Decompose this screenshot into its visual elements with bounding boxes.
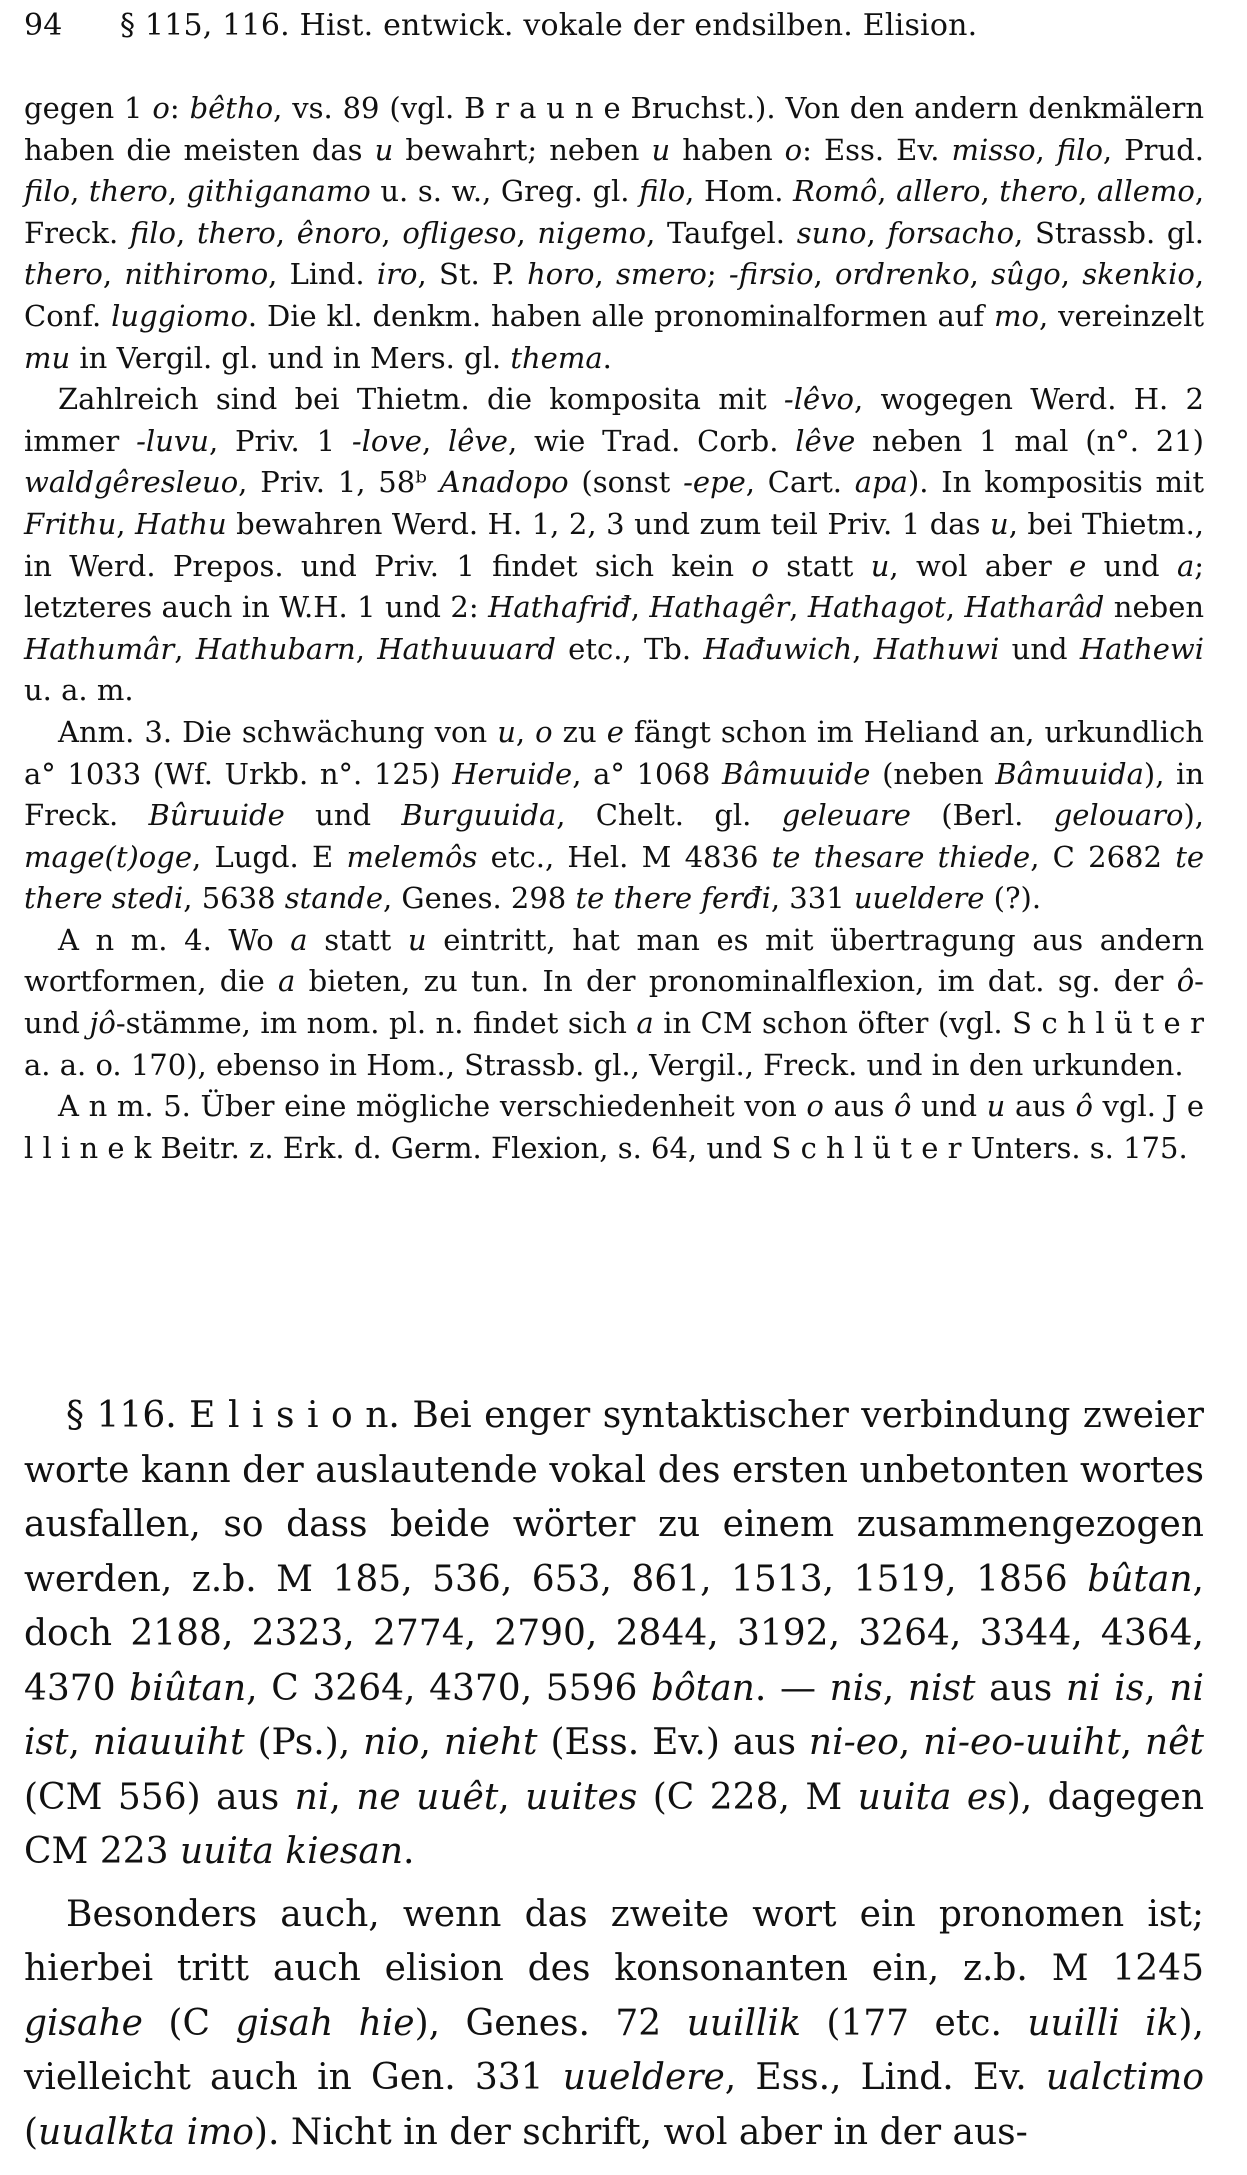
italic-term: -firsio: [728, 257, 814, 292]
text-run: , vs. 89 (vgl. B r a u n e Bruchst.). Von den andern denkmälern haben die meisten das: [24, 91, 1204, 167]
italic-term: u: [986, 1089, 1006, 1124]
text-run: statt: [768, 548, 871, 583]
text-run: , C 2682: [1030, 839, 1176, 874]
italic-term: gelouaro: [1053, 798, 1184, 833]
italic-term: Hathuwi: [873, 631, 1000, 666]
italic-term: u: [407, 922, 427, 957]
text-run: ), Genes. 72: [414, 2002, 687, 2044]
italic-term: thero: [999, 174, 1079, 209]
text-run: ,: [329, 1776, 357, 1818]
text-run: , Priv. 1, 58ᵇ: [238, 465, 440, 500]
italic-term: niauuiht: [92, 1722, 245, 1763]
italic-term: ô: [1176, 964, 1195, 999]
italic-term: ô: [894, 1089, 912, 1124]
text-run: .: [403, 1831, 415, 1872]
commentary-paragraph: [24, 88, 1204, 379]
italic-term: te there ferđi: [575, 881, 771, 916]
italic-term: uuita es: [857, 1776, 1007, 1818]
italic-term: u: [374, 132, 394, 167]
italic-term: nio: [363, 1722, 420, 1763]
italic-term: filo: [24, 174, 71, 209]
text-run: bieten, zu tun. In der pronominalflexion, im dat. sg. der: [295, 964, 1177, 999]
text-run: ,: [852, 631, 874, 666]
text-run: , Lugd. E: [191, 839, 347, 874]
italic-term: o: [784, 132, 803, 167]
italic-term: Burguuida: [401, 798, 557, 833]
italic-term: ni is: [1065, 1667, 1145, 1709]
italic-term: sûgo: [991, 257, 1061, 292]
italic-term: suno: [796, 215, 867, 250]
text-run: ,: [176, 215, 197, 250]
text-run: aus: [1005, 1089, 1076, 1124]
running-header: [24, 8, 1204, 52]
italic-term: nieht: [443, 1722, 538, 1763]
italic-term: uuilli ik: [1027, 2002, 1179, 2044]
text-run: ,: [174, 631, 196, 666]
text-run: (Ps.),: [244, 1722, 364, 1763]
text-run: (Ess. Ev.) aus: [537, 1722, 809, 1763]
text-run: , Priv. 1: [208, 423, 352, 458]
text-run: (Berl.: [910, 798, 1054, 833]
text-run: § 116. E l i s i o n. Bei enger syntaktischer verbindung zweier worte kann der auslautende vokal des ersten unbetonten wortes ausfallen, so dass beide wörter zu einem zusammengezogen werden, z.b. M 185, 536, 653, 861, 1513, 1519, 1856: [24, 1395, 1204, 1600]
italic-term: biûtan: [129, 1667, 247, 1709]
text-run: etc., Hel. M 4836: [477, 839, 772, 874]
main-text-block: [24, 1389, 1204, 2160]
text-run: , Taufgel.: [646, 215, 797, 250]
text-run: ,: [102, 257, 125, 292]
text-run: ,: [70, 174, 89, 209]
italic-term: ni-eo: [808, 1722, 899, 1763]
text-run: ,: [630, 590, 650, 625]
italic-term: Hathuuuard: [377, 631, 556, 666]
text-run: ;: [706, 257, 729, 292]
text-run: ). In kompositis mit: [907, 465, 1204, 500]
text-run: eintritt, hat man es mit übertragung aus andern wortformen, die: [24, 922, 1204, 999]
italic-term: Bâmuuide: [721, 756, 871, 791]
text-run: Anm. 3. Die schwächung von: [58, 714, 498, 749]
italic-term: a: [1176, 548, 1195, 583]
text-run: neben 1 mal (n°. 21): [855, 423, 1204, 458]
text-run: ,: [68, 1722, 93, 1763]
italic-term: Anadopo: [439, 465, 569, 500]
text-run: u. a. m.: [24, 673, 134, 708]
text-run: , vereinzelt: [1039, 298, 1204, 333]
text-run: ; letzteres auch in W.H. 1 und 2:: [24, 548, 1205, 625]
text-run: ,: [1120, 1722, 1146, 1763]
text-run: , doch 2188, 2323, 2774, 2790, 2844, 3192, 3264, 3344, 4364, 4370: [24, 1558, 1204, 1709]
text-run: , C 3264, 4370, 5596: [246, 1667, 652, 1709]
text-run: ,: [969, 257, 992, 292]
italic-term: nis: [829, 1667, 883, 1709]
italic-term: u: [990, 506, 1009, 541]
italic-term: mage(t)oge: [24, 839, 192, 874]
text-run: , Ess., Lind. Ev.: [724, 2057, 1046, 2098]
italic-term: nithiromo: [124, 257, 269, 292]
italic-term: forsacho: [887, 215, 1015, 250]
italic-term: Hatharâd: [964, 590, 1105, 625]
text-run: ,: [945, 590, 965, 625]
text-run: neben: [1104, 590, 1205, 625]
text-run: :: [169, 91, 190, 125]
text-run: ,: [275, 215, 297, 250]
italic-term: luggiomo: [111, 298, 248, 333]
italic-term: ualctimo: [1045, 2057, 1204, 2098]
italic-term: uuita kiesan: [180, 1831, 404, 1872]
commentary-paragraph: [24, 1086, 1204, 1169]
italic-term: ni-eo-uuiht: [923, 1722, 1121, 1763]
italic-term: jô: [89, 1006, 116, 1041]
italic-term: smero: [616, 257, 707, 292]
text-run: ,: [355, 631, 378, 666]
text-run: (neben: [870, 756, 996, 791]
italic-term: Hathewi: [1079, 631, 1205, 666]
italic-term: allemo: [1096, 174, 1195, 209]
italic-term: ordrenko: [835, 257, 970, 292]
text-run: .: [602, 340, 612, 375]
text-run: Besonders auch, wenn das zweite wort ein pronomen ist; hierbei tritt auch elision des konsonanten ein, z.b. M 1245: [24, 1893, 1204, 1989]
text-run: ,: [1060, 257, 1083, 292]
italic-term: Romô: [793, 174, 878, 209]
text-run: fängt schon im Heliand an, urkundlich a° 1033 (Wf. Urkb. n°. 125): [24, 714, 1204, 791]
italic-term: o: [535, 714, 553, 749]
italic-term: uuillik: [686, 2002, 801, 2044]
text-run: ,: [498, 1776, 526, 1818]
italic-term: o: [152, 91, 170, 125]
italic-term: nist: [907, 1667, 976, 1709]
text-run: vgl. J e l l i n e k Beitr. z. Erk. d. Germ. Flexion, s. 64, und S c h l ü t e r Unters. s. 175.: [24, 1089, 1205, 1165]
italic-term: -love: [351, 423, 422, 458]
text-run: bewahren Werd. H. 1, 2, 3 und zum teil Priv. 1 das: [226, 506, 990, 541]
italic-term: uueldere: [562, 2057, 725, 2098]
text-run: u. s. w., Greg. gl.: [370, 174, 640, 209]
text-run: ,: [381, 215, 403, 250]
commentary-paragraph: [24, 379, 1204, 712]
italic-term: ne uuêt: [356, 1776, 499, 1818]
italic-term: geleuare: [781, 798, 911, 833]
text-run: haben: [670, 132, 785, 167]
italic-term: Hathagot: [807, 590, 946, 625]
text-run: ), in Freck.: [24, 756, 1205, 833]
italic-term: Hathubarn: [195, 631, 356, 666]
text-run: (CM 556) aus: [24, 1776, 295, 1818]
text-run: ), vielleicht auch in Gen. 331: [24, 2002, 1204, 2098]
text-run: A n m. 5. Über eine mögliche verschiedenheit von: [58, 1089, 807, 1124]
italic-term: githiganamo: [186, 174, 371, 209]
italic-term: Frithu: [24, 506, 117, 541]
italic-term: Hathagêr: [649, 590, 790, 625]
italic-term: thero: [196, 215, 276, 250]
italic-term: Hađuwich: [703, 631, 853, 666]
italic-term: thero: [24, 257, 103, 292]
italic-term: Bâmuuida: [995, 756, 1144, 791]
text-run: gegen 1: [24, 91, 153, 125]
italic-term: lêve: [447, 423, 508, 458]
text-run: (: [24, 2111, 39, 2153]
italic-term: u: [870, 548, 890, 583]
text-run: , Strassb. gl.: [1014, 215, 1204, 250]
text-run: , wol aber: [889, 548, 1070, 583]
italic-term: mo: [994, 298, 1040, 333]
italic-term: bêtho: [189, 91, 274, 125]
text-run: in Vergil. gl. und in Mers. gl.: [70, 340, 511, 375]
text-run: , Lind.: [268, 257, 377, 292]
italic-term: o: [806, 1089, 824, 1124]
text-run: etc., Tb.: [555, 631, 704, 666]
text-run: ). Nicht in der schrift, wol aber in der aus-: [253, 2111, 1028, 2153]
text-run: ,: [1144, 1667, 1170, 1709]
italic-term: -epe: [683, 465, 746, 500]
text-run: ,: [419, 1722, 444, 1763]
italic-term: te there stedi: [24, 839, 1205, 916]
italic-term: skenkio: [1082, 257, 1195, 292]
text-run: , Conf.: [24, 257, 1205, 333]
text-run: (?).: [984, 881, 1042, 916]
commentary-block: [24, 88, 1204, 1169]
text-run: ,: [515, 714, 536, 749]
text-run: , a° 1068: [572, 756, 722, 791]
text-run: ,: [516, 215, 538, 250]
text-run: ,: [877, 174, 897, 209]
page-number: 94: [24, 8, 63, 43]
italic-term: apa: [854, 465, 908, 500]
italic-term: -luvu: [136, 423, 209, 458]
text-run: ,: [866, 215, 888, 250]
text-run: zu: [552, 714, 607, 749]
italic-term: bôtan: [651, 1667, 755, 1709]
text-run: - und: [24, 964, 1204, 1041]
text-run: , St. P.: [417, 257, 528, 292]
text-run: , Genes. 298: [382, 881, 576, 916]
italic-term: nigemo: [537, 215, 647, 250]
italic-term: Heruide: [452, 756, 573, 791]
italic-term: stande: [284, 881, 383, 916]
text-run: , 5638: [183, 881, 285, 916]
italic-term: ni: [294, 1776, 330, 1818]
text-run: ,: [882, 1667, 908, 1709]
italic-term: filo: [639, 174, 686, 209]
text-run: (sonst: [568, 465, 684, 500]
text-run: bewahrt; neben: [393, 132, 652, 167]
italic-term: ênoro: [296, 215, 382, 250]
text-run: , Chelt. gl.: [556, 798, 782, 833]
italic-term: nêt: [1145, 1722, 1205, 1763]
text-run: ,: [898, 1722, 924, 1763]
main-paragraph: [24, 1389, 1204, 1880]
text-run: ),: [1183, 798, 1204, 833]
text-run: , bei Thietm., in Werd. Prepos. und Priv. 1 findet sich kein: [24, 506, 1205, 583]
text-run: , Freck.: [24, 174, 1205, 250]
italic-term: lêve: [795, 423, 856, 458]
italic-term: ofligeso: [402, 215, 517, 250]
italic-term: mu: [24, 340, 71, 375]
text-run: , wogegen Werd. H. 2 immer: [24, 382, 1204, 458]
italic-term: Hathumâr: [24, 631, 175, 666]
text-run: ,: [1078, 174, 1097, 209]
italic-term: waldgêresleuo: [24, 465, 239, 500]
italic-term: gisah hie: [235, 2002, 415, 2044]
text-run: , 331: [770, 881, 854, 916]
italic-term: -lêvo: [783, 382, 855, 417]
text-run: -stämme, im nom. pl. n. findet sich: [115, 1006, 637, 1041]
italic-term: o: [751, 548, 769, 583]
text-run: ,: [167, 174, 187, 209]
italic-term: ô: [1075, 1089, 1093, 1124]
text-run: ,: [789, 590, 808, 625]
italic-term: Hathafriđ: [488, 590, 631, 625]
text-run: und: [999, 631, 1080, 666]
text-run: Zahlreich sind bei Thietm. die komposita mit: [58, 382, 784, 417]
text-run: , Prud.: [1102, 132, 1205, 167]
italic-term: uualkta imo: [38, 2111, 254, 2153]
text-run: und: [284, 798, 402, 833]
text-run: und: [1086, 548, 1177, 583]
running-title: § 115, 116. Hist. entwick. vokale der endsilben. Elision.: [120, 8, 978, 43]
italic-term: e: [1069, 548, 1087, 583]
text-run: , Hom.: [685, 174, 794, 209]
italic-term: thero: [88, 174, 168, 209]
italic-term: gisahe: [24, 2002, 143, 2044]
italic-term: Hathu: [135, 506, 227, 541]
text-run: ,: [594, 257, 617, 292]
commentary-paragraph: [24, 712, 1204, 920]
text-run: ,: [421, 423, 448, 458]
text-run: aus: [975, 1667, 1066, 1709]
text-run: (C: [143, 2002, 236, 2044]
text-run: ,: [1035, 132, 1057, 167]
italic-term: e: [606, 714, 624, 749]
text-run: aus: [823, 1089, 894, 1124]
italic-term: misso: [951, 132, 1036, 167]
text-run: statt: [307, 922, 408, 957]
italic-term: u: [497, 714, 516, 749]
text-run: , wie Trad. Corb.: [507, 423, 796, 458]
text-run: (C 228, M: [637, 1776, 858, 1818]
text-run: in CM schon öfter (vgl. S c h l ü t e r a. a. o. 170), ebenso in Hom., Strassb. gl., Vergil., Freck. und in den urkunden.: [24, 1006, 1204, 1082]
italic-term: a: [290, 922, 308, 957]
italic-term: melemôs: [346, 839, 478, 874]
italic-term: filo: [129, 215, 176, 250]
text-run: ), dagegen CM 223: [24, 1776, 1204, 1872]
text-run: ,: [116, 506, 136, 541]
italic-term: horo: [527, 257, 595, 292]
italic-term: thema: [510, 340, 603, 375]
text-run: : Ess. Ev.: [802, 132, 952, 167]
text-run: A n m. 4. Wo: [58, 922, 291, 957]
italic-term: bûtan: [1087, 1558, 1193, 1600]
text-run: . —: [754, 1667, 830, 1709]
italic-term: u: [651, 132, 671, 167]
text-run: ,: [813, 257, 836, 292]
italic-term: filo: [1056, 132, 1103, 167]
italic-term: uueldere: [853, 881, 985, 916]
text-run: , Cart.: [745, 465, 855, 500]
italic-term: a: [636, 1006, 654, 1041]
italic-term: Bûruuide: [148, 798, 285, 833]
italic-term: ni ist: [24, 1667, 1204, 1763]
italic-term: te thesare thiede: [771, 839, 1031, 874]
italic-term: allero: [896, 174, 981, 209]
italic-term: iro: [376, 257, 418, 292]
text-run: . Die kl. denkm. haben alle pronominalformen auf: [247, 298, 995, 333]
italic-term: a: [278, 964, 296, 999]
text-run: und: [911, 1089, 987, 1124]
main-paragraph: [24, 1888, 1204, 2161]
text-run: (177 etc.: [800, 2002, 1028, 2044]
italic-term: uuites: [525, 1776, 638, 1818]
commentary-paragraph: [24, 920, 1204, 1086]
text-run: ,: [980, 174, 1000, 209]
